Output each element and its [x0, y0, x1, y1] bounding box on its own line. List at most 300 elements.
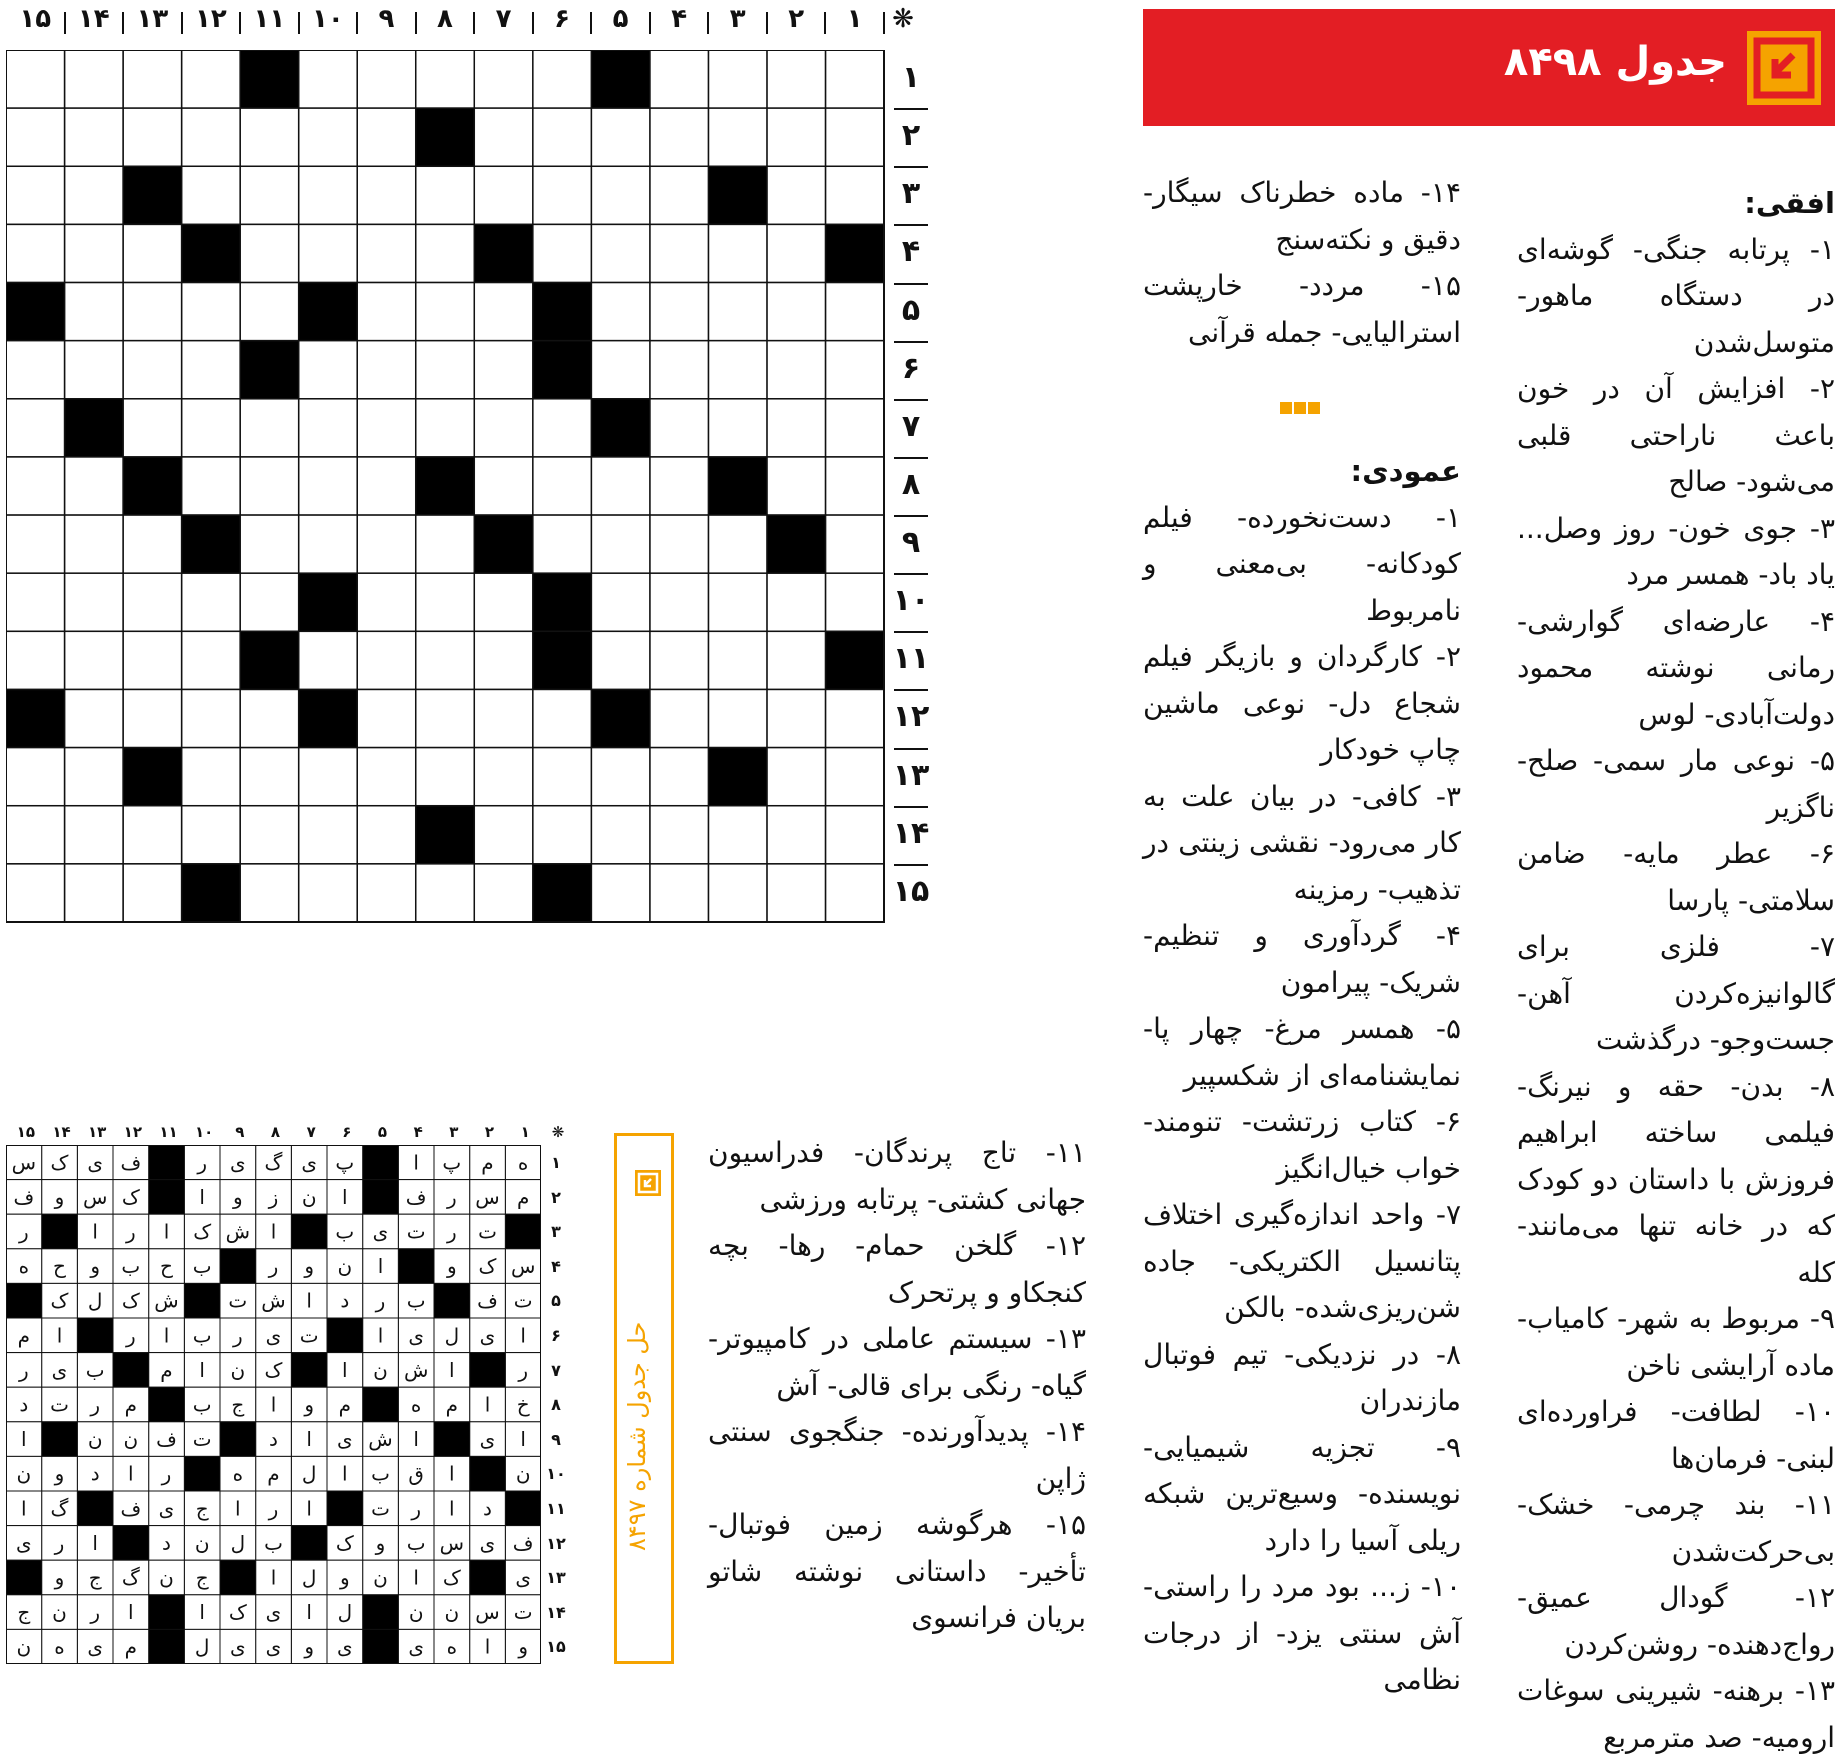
black-cell [123, 457, 182, 515]
grid-cell[interactable] [65, 631, 124, 689]
grid-cell[interactable] [474, 50, 533, 108]
grid-cell[interactable] [533, 224, 592, 282]
solution-column-number: ۸ [270, 1123, 281, 1141]
solution-row-number: ۱ [551, 1153, 561, 1172]
solution-letter: ه [446, 1634, 458, 1659]
grid-cell[interactable] [533, 457, 592, 515]
solution-letter: م [124, 1634, 138, 1659]
grid-cell[interactable] [825, 864, 884, 922]
grid-cell[interactable] [767, 864, 826, 922]
grid-cell[interactable] [708, 224, 767, 282]
grid-cell[interactable] [767, 631, 826, 689]
grid-cell[interactable] [474, 806, 533, 864]
grid-cell[interactable] [182, 748, 241, 806]
grid-cell[interactable] [357, 224, 416, 282]
grid-cell[interactable] [825, 283, 884, 341]
solution-black-cell [363, 1629, 399, 1664]
grid-cell[interactable] [123, 224, 182, 282]
grid-cell[interactable] [825, 341, 884, 399]
grid-cell[interactable] [357, 748, 416, 806]
grid-cell[interactable] [474, 573, 533, 631]
grid-cell[interactable] [6, 864, 65, 922]
grid-cell[interactable] [299, 166, 358, 224]
column-number: ۱۵ [19, 4, 52, 34]
solution-column-number: ۱۲ [123, 1123, 142, 1141]
grid-cell[interactable] [708, 283, 767, 341]
grid-cell[interactable] [650, 806, 709, 864]
grid-cell[interactable] [825, 108, 884, 166]
solution-letter: ی [337, 1427, 353, 1452]
grid-cell[interactable] [123, 573, 182, 631]
grid-cell[interactable] [650, 224, 709, 282]
grid-cell[interactable] [708, 341, 767, 399]
solution-letter: ی [408, 1634, 424, 1659]
grid-cell[interactable] [591, 457, 650, 515]
grid-cell[interactable] [650, 515, 709, 573]
grid-cell[interactable] [825, 515, 884, 573]
grid-cell[interactable] [357, 689, 416, 747]
grid-cell[interactable] [825, 50, 884, 108]
grid-cell[interactable] [6, 166, 65, 224]
grid-cell[interactable] [767, 283, 826, 341]
black-cell [123, 748, 182, 806]
black-cell [591, 50, 650, 108]
grid-cell[interactable] [182, 399, 241, 457]
grid-cell[interactable] [650, 341, 709, 399]
grid-cell[interactable] [708, 689, 767, 747]
solution-letter: ه [232, 1461, 244, 1486]
grid-cell[interactable] [6, 399, 65, 457]
grid-cell[interactable] [416, 631, 475, 689]
grid-cell[interactable] [708, 50, 767, 108]
solution-letter: ج [17, 1600, 31, 1625]
grid-cell[interactable] [182, 573, 241, 631]
solution-letter: ح [160, 1254, 173, 1279]
grid-cell[interactable] [650, 283, 709, 341]
solution-letter: د [340, 1288, 350, 1313]
solution-letter: ا [92, 1530, 98, 1555]
grid-cell[interactable] [650, 108, 709, 166]
grid-cell[interactable] [767, 341, 826, 399]
grid-cell[interactable] [650, 864, 709, 922]
grid-cell[interactable] [650, 166, 709, 224]
grid-cell[interactable] [708, 108, 767, 166]
grid-cell[interactable] [650, 573, 709, 631]
row-number: ۴ [901, 234, 921, 270]
grid-cell[interactable] [767, 224, 826, 282]
grid-cell[interactable] [825, 399, 884, 457]
solution-letter: و [304, 1254, 315, 1279]
solution-letter: ا [449, 1496, 455, 1521]
grid-cell[interactable] [299, 515, 358, 573]
grid-cell[interactable] [240, 864, 299, 922]
grid-cell[interactable] [65, 224, 124, 282]
grid-cell[interactable] [767, 806, 826, 864]
grid-cell[interactable] [591, 806, 650, 864]
grid-cell[interactable] [591, 108, 650, 166]
grid-cell[interactable] [357, 166, 416, 224]
grid-cell[interactable] [591, 224, 650, 282]
grid-cell[interactable] [533, 689, 592, 747]
solution-letter: ه [410, 1392, 422, 1417]
grid-cell[interactable] [182, 50, 241, 108]
solution-letter: ف [477, 1288, 498, 1313]
grid-cell[interactable] [708, 631, 767, 689]
grid-cell[interactable] [357, 515, 416, 573]
grid-cell[interactable] [123, 283, 182, 341]
grid-cell[interactable] [591, 341, 650, 399]
grid-cell[interactable] [416, 748, 475, 806]
grid-cell[interactable] [65, 515, 124, 573]
solution-letter: ج [195, 1565, 209, 1590]
grid-cell[interactable] [767, 108, 826, 166]
grid-cell[interactable] [240, 224, 299, 282]
grid-cell[interactable] [416, 399, 475, 457]
solution-letter: ز [268, 1184, 279, 1209]
solution-column-number: ۹ [235, 1123, 245, 1141]
grid-cell[interactable] [474, 631, 533, 689]
solution-letter: ا [306, 1496, 312, 1521]
black-cell [708, 748, 767, 806]
grid-cell[interactable] [299, 806, 358, 864]
solution-letter: ب [371, 1461, 390, 1486]
grid-cell[interactable] [533, 108, 592, 166]
grid-cell[interactable] [65, 748, 124, 806]
solution-letter: س [510, 1254, 536, 1279]
horizontal-clue: ۳- جوی خون- روز وصل... یاد باد- همسر مرد [1517, 511, 1835, 591]
grid-cell[interactable] [474, 341, 533, 399]
grid-cell[interactable] [240, 806, 299, 864]
solution-black-cell [220, 1422, 256, 1457]
solution-black-cell [77, 1318, 113, 1353]
solution-letter: ل [301, 1461, 317, 1486]
solution-corner-symbol: ❋ [551, 1123, 565, 1141]
grid-cell[interactable] [6, 224, 65, 282]
grid-cell[interactable] [591, 515, 650, 573]
solution-letter: ت [228, 1288, 248, 1313]
solution-letter: م [516, 1184, 530, 1209]
solution-row-number: ۱۰ [546, 1464, 566, 1484]
grid-cell[interactable] [416, 341, 475, 399]
black-cell [240, 50, 299, 108]
solution-letter: ا [520, 1427, 526, 1452]
horizontal-clue: ۱۱- بند چرمی- خشک- بی‌حرکت‌شدن [1517, 1488, 1835, 1568]
solution-letter: خ [516, 1392, 530, 1417]
solution-letter: ت [299, 1323, 319, 1348]
grid-cell[interactable] [767, 689, 826, 747]
black-cell [591, 399, 650, 457]
grid-cell[interactable] [65, 864, 124, 922]
horizontal-clue: ۶- عطر مایه- ضامن سلامتی- پارسا [1517, 837, 1835, 917]
grid-cell[interactable] [123, 515, 182, 573]
solution-letter: ا [342, 1184, 348, 1209]
grid-cell[interactable] [240, 457, 299, 515]
horizontal-clues-column-right [1517, 180, 1835, 1761]
horizontal-clue: ۴- عارضه‌ای گوارشی- رمانی نوشته محمود دولت‌آبادی- لوس [1517, 604, 1835, 731]
grid-cell[interactable] [767, 399, 826, 457]
grid-cell[interactable] [708, 806, 767, 864]
grid-cell[interactable] [240, 573, 299, 631]
grid-cell[interactable] [65, 689, 124, 747]
solution-row-number: ۱۳ [546, 1568, 566, 1588]
grid-cell[interactable] [591, 573, 650, 631]
solution-letter: د [19, 1392, 29, 1417]
horizontal-clue: ۱۲- گودال عمیق- رواج‌دهنده- روشن‌کردن [1517, 1581, 1835, 1661]
grid-cell[interactable] [650, 399, 709, 457]
grid-cell[interactable] [533, 515, 592, 573]
grid-cell[interactable] [416, 224, 475, 282]
grid-cell[interactable] [240, 689, 299, 747]
grid-cell[interactable] [123, 689, 182, 747]
horizontal-clue: ۵- نوعی مار سمی- صلح- ناگزیر [1517, 744, 1835, 824]
horizontal-heading: افقی: [1744, 186, 1835, 220]
grid-cell[interactable] [825, 573, 884, 631]
solution-letter: ر [232, 1323, 243, 1348]
solution-black-cell [220, 1249, 256, 1284]
grid-cell[interactable] [357, 806, 416, 864]
grid-cell[interactable] [767, 166, 826, 224]
grid-cell[interactable] [182, 631, 241, 689]
grid-cell[interactable] [650, 748, 709, 806]
solution-letter: گ [50, 1496, 69, 1521]
grid-cell[interactable] [825, 806, 884, 864]
grid-cell[interactable] [474, 166, 533, 224]
vertical-clue: ۹- تجزیه شیمیایی- نویسنده- وسیع‌ترین شبکه ریلی آسیا را دارد [1143, 1430, 1461, 1557]
solution-letter: ر [446, 1184, 457, 1209]
grid-cell[interactable] [767, 457, 826, 515]
grid-cell[interactable] [123, 806, 182, 864]
solution-letter: ی [372, 1219, 389, 1244]
grid-cell[interactable] [65, 457, 124, 515]
row-divider [894, 631, 928, 633]
solution-letter: ا [484, 1634, 491, 1659]
solution-letter: ی [230, 1634, 246, 1659]
grid-cell[interactable] [416, 283, 475, 341]
grid-cell[interactable] [357, 50, 416, 108]
grid-cell[interactable] [6, 631, 65, 689]
grid-cell[interactable] [299, 399, 358, 457]
grid-cell[interactable] [533, 50, 592, 108]
solution-row-number: ۱۵ [546, 1637, 566, 1657]
grid-cell[interactable] [357, 573, 416, 631]
grid-cell[interactable] [591, 748, 650, 806]
grid-cell[interactable] [416, 864, 475, 922]
grid-cell[interactable] [123, 341, 182, 399]
solution-letter: پ [335, 1150, 355, 1175]
grid-cell[interactable] [591, 864, 650, 922]
grid-cell[interactable] [416, 515, 475, 573]
solution-black-cell [113, 1353, 149, 1388]
solution-black-cell [6, 1560, 42, 1595]
grid-cell[interactable] [591, 631, 650, 689]
solution-letter: ب [192, 1323, 212, 1348]
solution-letter: ی [515, 1565, 531, 1590]
solution-black-cell [398, 1249, 434, 1284]
grid-cell[interactable] [357, 457, 416, 515]
solution-column-number: ۶ [342, 1123, 352, 1141]
column-divider [298, 12, 300, 34]
grid-cell[interactable] [416, 573, 475, 631]
grid-cell[interactable] [182, 806, 241, 864]
grid-cell[interactable] [708, 399, 767, 457]
grid-cell[interactable] [65, 283, 124, 341]
grid-cell[interactable] [182, 108, 241, 166]
grid-cell[interactable] [825, 166, 884, 224]
grid-cell[interactable] [357, 283, 416, 341]
solution-letter: ت [513, 1288, 533, 1313]
grid-cell[interactable] [299, 224, 358, 282]
solution-row-number: ۱۱ [546, 1499, 566, 1518]
grid-cell[interactable] [416, 689, 475, 747]
grid-cell[interactable] [299, 108, 358, 166]
grid-cell[interactable] [650, 689, 709, 747]
solution-letter: ک [478, 1254, 497, 1279]
grid-cell[interactable] [474, 864, 533, 922]
grid-cell[interactable] [708, 864, 767, 922]
grid-cell[interactable] [825, 689, 884, 747]
grid-cell[interactable] [650, 457, 709, 515]
grid-cell[interactable] [240, 399, 299, 457]
grid-cell[interactable] [240, 166, 299, 224]
column-number: ۳ [729, 4, 746, 34]
grid-cell[interactable] [474, 108, 533, 166]
grid-cell[interactable] [357, 399, 416, 457]
grid-cell[interactable] [123, 631, 182, 689]
grid-cell[interactable] [357, 631, 416, 689]
solution-letter: ر [268, 1254, 279, 1279]
grid-cell[interactable] [767, 748, 826, 806]
grid-cell[interactable] [591, 283, 650, 341]
grid-cell[interactable] [474, 748, 533, 806]
grid-cell[interactable] [182, 283, 241, 341]
grid-cell[interactable] [182, 457, 241, 515]
grid-cell[interactable] [825, 748, 884, 806]
grid-cell[interactable] [299, 864, 358, 922]
grid-cell[interactable] [533, 399, 592, 457]
grid-cell[interactable] [123, 399, 182, 457]
grid-cell[interactable] [708, 515, 767, 573]
grid-cell[interactable] [65, 50, 124, 108]
grid-cell[interactable] [591, 166, 650, 224]
grid-cell[interactable] [65, 166, 124, 224]
grid-cell[interactable] [650, 631, 709, 689]
grid-cell[interactable] [6, 573, 65, 631]
solution-letter: ا [128, 1461, 134, 1486]
grid-cell[interactable] [650, 50, 709, 108]
grid-cell[interactable] [123, 864, 182, 922]
grid-cell[interactable] [767, 573, 826, 631]
solution-letter: ا [520, 1323, 526, 1348]
solution-column-number: ۱۳ [88, 1123, 107, 1141]
grid-cell[interactable] [299, 341, 358, 399]
solution-letter: د [269, 1427, 278, 1452]
grid-cell[interactable] [416, 166, 475, 224]
row-number: ۱ [901, 60, 921, 95]
solution-letter: و [446, 1254, 457, 1279]
grid-cell[interactable] [299, 631, 358, 689]
grid-cell[interactable] [474, 283, 533, 341]
solution-letter: ب [85, 1357, 105, 1382]
grid-cell[interactable] [533, 748, 592, 806]
grid-cell[interactable] [474, 399, 533, 457]
grid-cell[interactable] [65, 108, 124, 166]
solution-letter: ی [408, 1323, 424, 1348]
solution-black-cell [113, 1526, 149, 1561]
column-divider [122, 12, 124, 34]
grid-cell[interactable] [65, 806, 124, 864]
solution-letter: ش [261, 1288, 286, 1313]
solution-letter: و [54, 1565, 65, 1590]
grid-cell[interactable] [6, 341, 65, 399]
solution-letter: ک [442, 1565, 461, 1590]
grid-cell[interactable] [240, 515, 299, 573]
solution-column-number: ۵ [377, 1123, 388, 1141]
grid-cell[interactable] [65, 573, 124, 631]
vertical-clue: ۷- واحد اندازه‌گیری اختلاف پتانسیل الکتریکی- جاده شن‌ریزی‌شده- بالکن [1143, 1198, 1461, 1324]
grid-cell[interactable] [357, 108, 416, 166]
title-banner [1143, 9, 1835, 126]
grid-cell[interactable] [357, 341, 416, 399]
grid-cell[interactable] [474, 689, 533, 747]
solution-letter: ی [230, 1150, 246, 1175]
grid-cell[interactable] [6, 748, 65, 806]
horizontal-clue: ۱۵- مردد- خارپشت استرالیایی- جمله قرآنی [1143, 269, 1461, 349]
grid-cell[interactable] [182, 166, 241, 224]
solution-letter: ن [123, 1427, 139, 1452]
grid-cell[interactable] [299, 50, 358, 108]
solution-letter: ج [88, 1565, 102, 1590]
grid-cell[interactable] [533, 806, 592, 864]
solution-letter: ا [306, 1600, 312, 1625]
grid-cell[interactable] [767, 50, 826, 108]
grid-cell[interactable] [6, 50, 65, 108]
solution-letter: م [445, 1392, 459, 1417]
grid-cell[interactable] [533, 166, 592, 224]
grid-cell[interactable] [357, 864, 416, 922]
solution-letter: ف [13, 1184, 35, 1209]
grid-cell[interactable] [240, 283, 299, 341]
grid-cell[interactable] [708, 573, 767, 631]
grid-cell[interactable] [6, 806, 65, 864]
solution-black-cell [505, 1214, 541, 1249]
black-cell [299, 283, 358, 341]
black-cell [708, 166, 767, 224]
grid-cell[interactable] [65, 341, 124, 399]
grid-cell[interactable] [240, 748, 299, 806]
grid-cell[interactable] [240, 108, 299, 166]
grid-cell[interactable] [6, 457, 65, 515]
solution-letter: ش [225, 1219, 251, 1244]
solution-letter: م [17, 1323, 31, 1348]
solution-letter: س [475, 1184, 500, 1209]
grid-cell[interactable] [123, 108, 182, 166]
grid-cell[interactable] [6, 108, 65, 166]
solution-letter: ا [56, 1323, 63, 1348]
grid-cell[interactable] [825, 457, 884, 515]
column-numbers [6, 4, 918, 40]
horizontal-clue: ۹- مربوط به شهر- کامیاب- ماده آرایشی ناخن [1517, 1302, 1835, 1382]
column-number: ۱۴ [77, 4, 110, 34]
grid-cell[interactable] [299, 457, 358, 515]
grid-cell[interactable] [6, 515, 65, 573]
grid-cell[interactable] [182, 689, 241, 747]
grid-cell[interactable] [123, 50, 182, 108]
grid-cell[interactable] [416, 50, 475, 108]
grid-cell[interactable] [299, 748, 358, 806]
grid-cell[interactable] [182, 341, 241, 399]
column-number: ۱۱ [253, 4, 286, 34]
grid-cell[interactable] [474, 457, 533, 515]
